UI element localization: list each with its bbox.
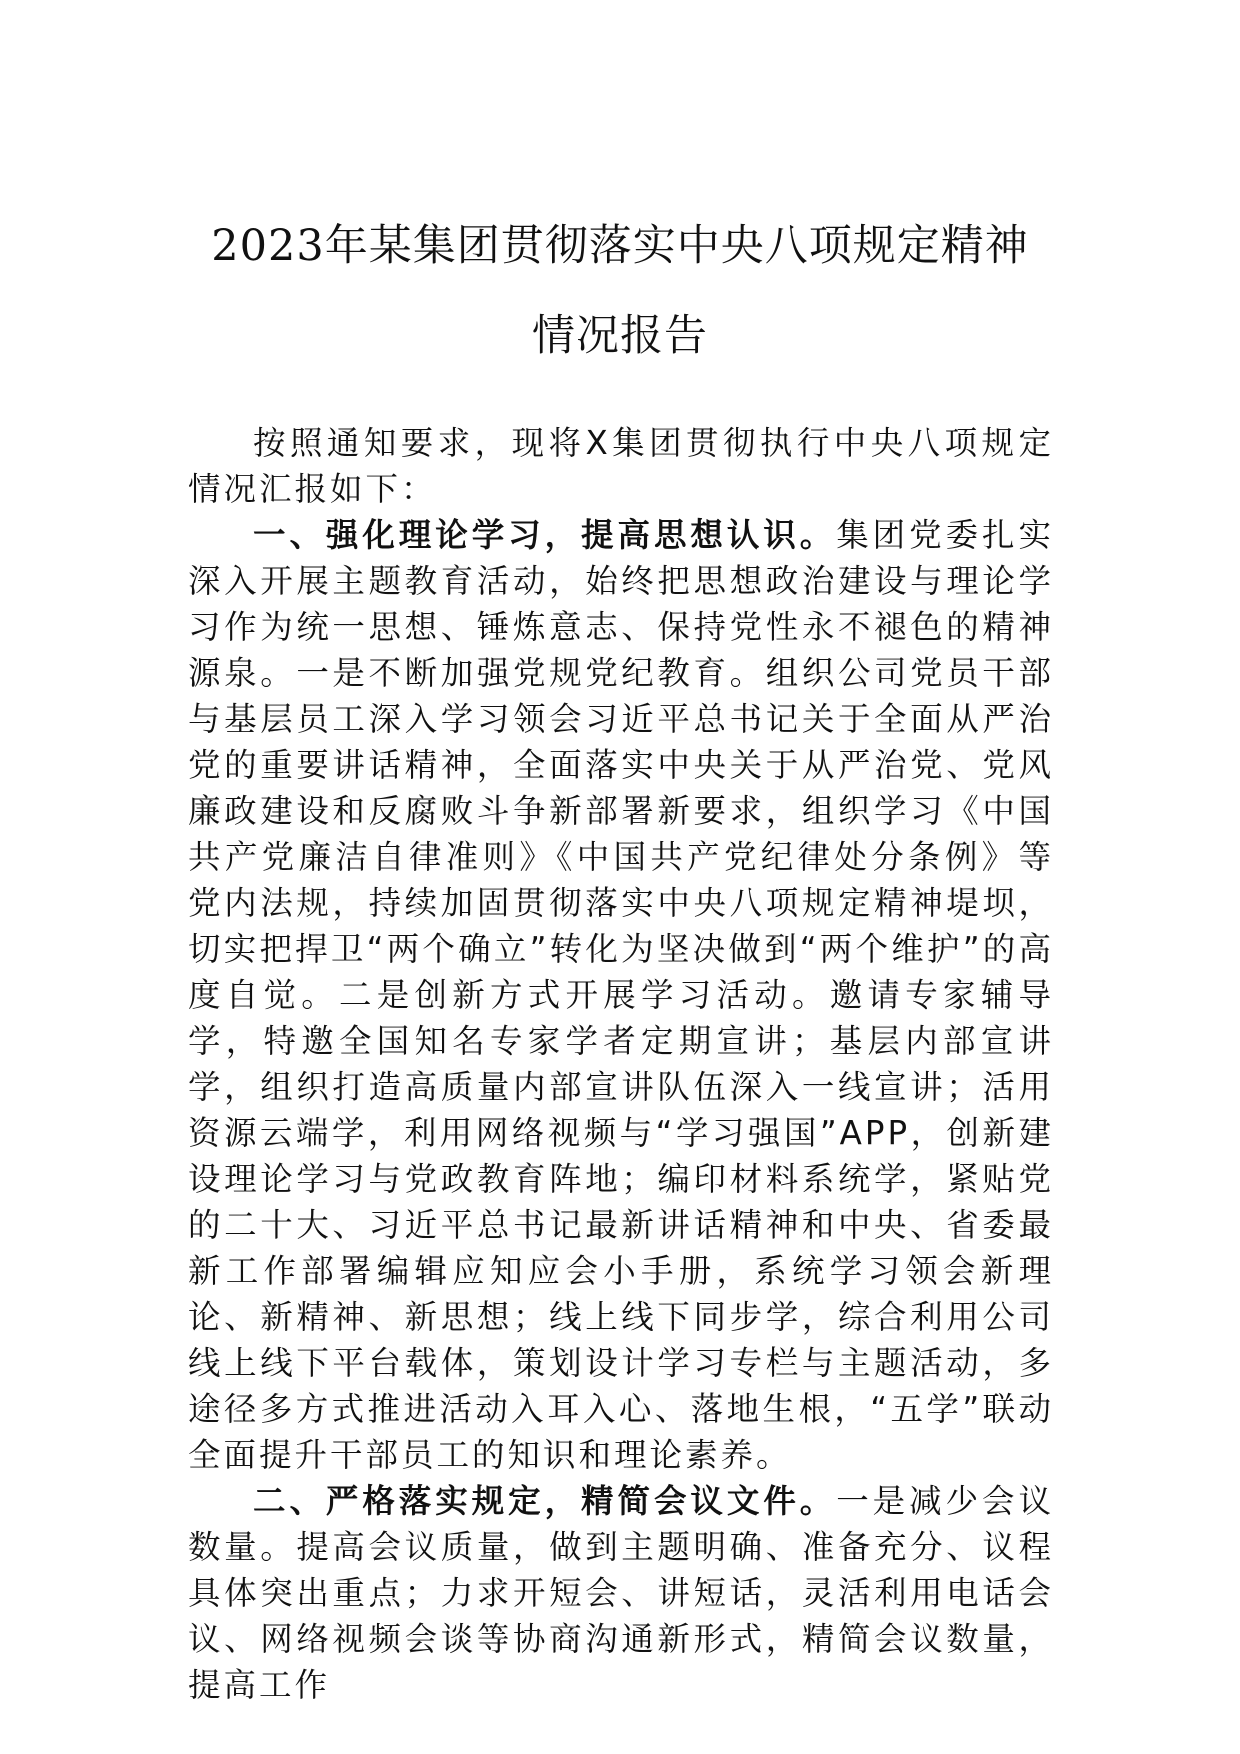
section-1-heading: 一、强化理论学习，提高思想认识。 [253, 516, 837, 554]
document-body [188, 420, 1054, 1708]
intro-paragraph: 按照通知要求，现将X集团贯彻执行中央八项规定情况汇报如下： [188, 424, 1054, 508]
document-title-line2: 情况报告 [532, 311, 708, 361]
section-2-text: 一是减少会议数量。提高会议质量，做到主题明确、准备充分、议程具体突出重点；力求开短会、讲短话，灵活利用电话会议、网络视频会谈等协商沟通新形式，精简会议数量，提高工作 [188, 1482, 1054, 1704]
section-1-text: 集团党委扎实深入开展主题教育活动，始终把思想政治建设与理论学习作为统一思想、锤炼意志、保持党性永不褪色的精神源泉。一是不断加强党规党纪教育。组织公司党员干部与基层员工深入学习领会习近平总书记关于全面从严治党的重要讲话精神，全面落实中央关于从严治党、党风廉政建设和反腐败斗争新部署新要求，组织学习《中国共产党廉洁自律准则》《中国共产党纪律处分条例》等党内法规，持续加固贯彻落实中央八项规定精神堤坝，切实把捍卫“两个确立”转化为坚决做到“两个维护”的高度自觉。二是创新方式开展学习活动。邀请专家辅导学，特邀全国知名专家学者定期宣讲；基层内部宣讲学，组织打造高质量内部宣讲队伍深入一线宣讲；活用资源云端学，利用网络视频与“学习强国”APP，创新建设理论学习与党政教育阵地；编印材料系统学，紧贴党的二十大、习近平总书记最新讲话精神和中央、省委最新工作部署编辑应知应会小手册，系统学习领会新理论、新精神、新思想；线上线下同步学，综合利用公司线上线下平台载体，策划设计学习专栏与主题活动，多途径多方式推进活动入耳入心、落地生根，“五学”联动全面提升干部员工的知识和理论素养。 [188, 516, 1054, 1474]
section-1-paragraph [188, 512, 1054, 1478]
section-2-paragraph [188, 1478, 1054, 1708]
section-2-heading: 二、严格落实规定，精简会议文件。 [253, 1482, 837, 1520]
document-title-line1: 2023年某集团贯彻落实中央八项规定精神 [211, 221, 1029, 271]
